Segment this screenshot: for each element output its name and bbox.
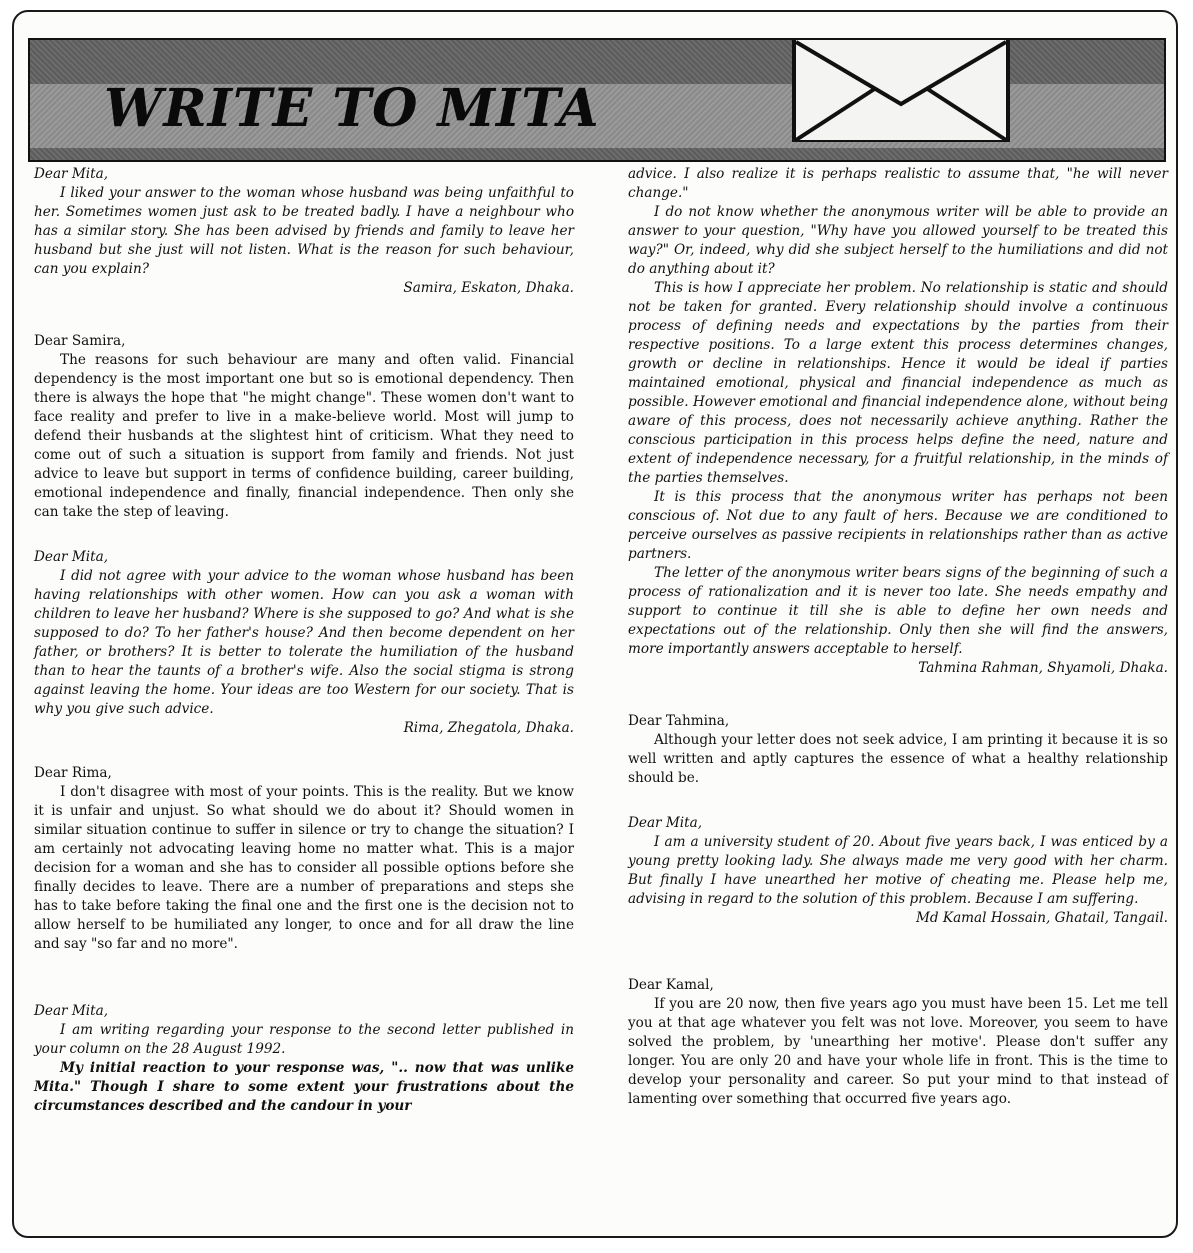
salutation: Dear Tahmina, — [628, 713, 730, 729]
letter-paragraph: My initial reaction to your response was, ".. now that was unlike Mita." Though I share to some extent your frustrations about the circumstances described and the candour in your — [34, 1060, 574, 1114]
letter-paragraph: It is this process that the anonymous writer has perhaps not been conscious of. Not due to any fault of hers. Because we are conditioned to perceive ourselves as passive recipients in relationships rather than as active partners. — [628, 489, 1168, 562]
letter-paragraph: I do not know whether the anonymous writer will be able to provide an answer to your question, "Why have you allowed yourself to be treated this way?" Or, indeed, why did she subject herself to the humiliations and did not do anything about it? — [628, 204, 1168, 277]
letter-paragraph: I am writing regarding your response to the second letter published in your column on the 28 August 1992. — [34, 1022, 574, 1057]
envelope-icon — [792, 40, 1010, 142]
spacer — [628, 788, 1168, 814]
letter-paragraph: The letter of the anonymous writer bears signs of the beginning of such a process of rationalization and it is never too late. She needs empathy and support to continue it till she is able to define her own needs and expectations out of the relationship. Only then she will find the answers, more importantly answers acceptable to herself. — [628, 565, 1168, 657]
reply-kamal — [628, 976, 1168, 1109]
reply-rima — [34, 764, 574, 954]
letter-samira — [34, 165, 574, 298]
signature: Rima, Zhegatola, Dhaka. — [403, 720, 574, 736]
reply-paragraph: I don't disagree with most of your points. This is the reality. But we know it is unfair and unjust. So what should we do about it? Should women in similar situation continue to suffer in silence or try to change the situation? I am certainly not advocating leaving home no matter what. This is a major decision for a woman and she has to consider all possible options before she finally decides to leave. There are a number of preparations and steps she has to take before taking the final one and the first one is the decision not to allow herself to be humiliated any longer, to once and for all draw the line and say "so far and no more". — [34, 784, 574, 952]
reply-tahmina — [628, 712, 1168, 788]
letter-tahmina-continued — [628, 165, 1168, 678]
letter-paragraph: I am a university student of 20. About five years back, I was enticed by a young pretty looking lady. She always made me very good with her charm. But finally I have unearthed her motive of cheating me. Please help me, advising in regard to the solution of this problem. Because I am suffering. — [628, 834, 1168, 907]
reply-paragraph: The reasons for such behaviour are many and often valid. Financial dependency is the most important one but so is emotional dependency. Then there is always the hope that "he might change". These women don't want to face reality and prefer to live in a make-believe world. Most will jump to defend their husbands at the slightest hint of criticism. What they need to come out of such a situation is support from family and friends. Not just advice to leave but support in terms of confidence building, career building, emotional independence and finally, financial independence. Then only she can take the step of leaving. — [34, 352, 574, 520]
salutation: Dear Mita, — [34, 549, 109, 565]
spacer — [34, 954, 574, 1002]
spacer — [34, 298, 574, 332]
salutation: Dear Rima, — [34, 765, 112, 781]
salutation: Dear Samira, — [34, 333, 126, 349]
reply-paragraph: Although your letter does not seek advice, I am printing it because it is so well written and aptly captures the essence of what a healthy relationship should be. — [628, 732, 1168, 786]
column-title: WRITE TO MITA — [104, 78, 600, 139]
signature: Samira, Eskaton, Dhaka. — [403, 280, 574, 296]
letter-rima — [34, 548, 574, 738]
letter-tahmina-start — [34, 1002, 574, 1116]
spacer — [34, 522, 574, 548]
letter-paragraph: I liked your answer to the woman whose husband was being unfaithful to her. Sometimes women just ask to be treated badly. I have a neighbour who has a similar story. She has been advised by friends and family to leave her husband but she just will not listen. What is the reason for such behaviour, can you explain? — [34, 185, 574, 277]
reply-paragraph: If you are 20 now, then five years ago you must have been 15. Let me tell you at that age whatever you felt was not love. Moreover, you seem to have solved the problem, by 'unearthing her motive'. Please don't suffer any longer. You are only 20 and have your whole life in front. This is the time to develop your personality and career. So put your mind to that instead of lamenting over something that occurred five years ago. — [628, 996, 1168, 1107]
salutation: Dear Mita, — [628, 815, 703, 831]
signature: Tahmina Rahman, Shyamoli, Dhaka. — [918, 660, 1168, 676]
letter-kamal — [628, 814, 1168, 928]
letter-paragraph: This is how I appreciate her problem. No relationship is static and should not be taken for granted. Every relationship should involve a continuous process of defining needs and expectations by the parties from their respective positions. To a large extent this process determines changes, growth or decline in relationships. Hence it would be ideal if parties maintained emotional, physical and financial independence as much as possible. However emotional and financial independence alone, without being aware of this process, does not necessarily achieve anything. Rather the conscious participation in this process helps define the need, nature and extent of independence necessary, for a fruitful relationship, in the minds of the parties themselves. — [628, 280, 1168, 486]
spacer — [628, 678, 1168, 712]
spacer — [628, 928, 1168, 976]
salutation: Dear Kamal, — [628, 977, 714, 993]
left-column — [34, 165, 574, 1116]
column-banner — [28, 38, 1166, 162]
reply-samira — [34, 332, 574, 522]
salutation: Dear Mita, — [34, 1003, 109, 1019]
signature: Md Kamal Hossain, Ghatail, Tangail. — [915, 910, 1168, 926]
right-column — [628, 165, 1168, 1109]
spacer — [34, 738, 574, 764]
letter-paragraph: I did not agree with your advice to the woman whose husband has been having relationships with other women. How can you ask a woman with children to leave her husband? Where is she supposed to go? And what is she supposed to do? To her father's house? And then become dependent on her father, or brothers? It is better to tolerate the humiliation of the husband than to hear the taunts of a brother's wife. Also the social stigma is strong against leaving the home. Your ideas are too Western for our society. That is why you give such advice. — [34, 568, 574, 717]
salutation: Dear Mita, — [34, 166, 109, 182]
letter-paragraph: advice. I also realize it is perhaps realistic to assume that, "he will never change." — [628, 166, 1168, 201]
